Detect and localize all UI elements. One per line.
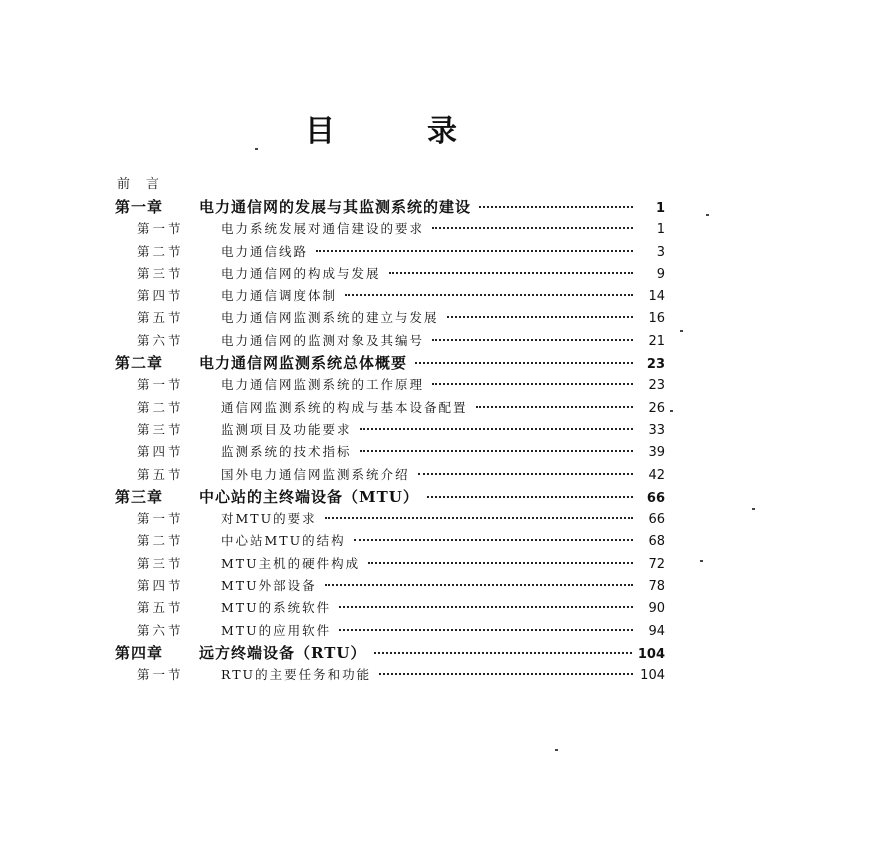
entry-page-number: 42 (648, 467, 665, 483)
entry-page-number: 66 (646, 490, 665, 506)
entry-number: 第三节 (137, 421, 184, 437)
scan-speck (706, 214, 709, 216)
dot-leader (447, 316, 633, 318)
toc-section-entry (115, 575, 665, 597)
entry-page-number: 14 (648, 289, 665, 305)
entry-number: 第六节 (137, 332, 184, 348)
dot-leader (325, 584, 633, 586)
toc-section-entry (115, 374, 665, 396)
entry-page-number: 1 (655, 201, 665, 216)
entry-page-number: 104 (637, 646, 665, 662)
entry-number: 第四节 (137, 288, 184, 304)
entry-title: 国外电力通信网监测系统介绍 (221, 466, 410, 482)
entry-number: 第三节 (137, 265, 184, 281)
toc-chapter-entry (115, 352, 665, 374)
entry-page-number: 39 (648, 445, 665, 461)
entry-page-number: 16 (648, 311, 665, 327)
entry-number: 第三章 (115, 487, 164, 506)
entry-title: 通信网监测系统的构成与基本设备配置 (221, 399, 468, 415)
dot-leader (339, 606, 633, 608)
entry-page-number: 23 (648, 378, 665, 394)
dot-leader (479, 206, 633, 208)
entry-title: 远方终端设备（RTU） (199, 643, 367, 662)
entry-page-number: 23 (646, 357, 665, 373)
toc-section-entry (115, 464, 665, 486)
toc-section-entry (115, 285, 665, 307)
entry-title: RTU的主要任务和功能 (221, 667, 372, 683)
scan-speck (752, 508, 755, 510)
entry-title: MTU的系统软件 (221, 600, 332, 616)
page-title (305, 112, 475, 152)
entry-page-number: 104 (640, 668, 665, 684)
dot-leader (325, 517, 633, 519)
toc-section-entry (115, 218, 665, 240)
scan-speck (555, 749, 558, 751)
dot-leader (432, 339, 633, 341)
toc-section-entry (115, 263, 665, 285)
entry-page-number: 9 (656, 266, 665, 282)
title-char-2: 录 (427, 114, 457, 149)
dot-leader (316, 250, 633, 252)
entry-title: 电力通信调度体制 (221, 288, 338, 304)
table-of-contents (115, 174, 665, 687)
entry-number: 第一节 (137, 377, 184, 393)
entry-title: 对MTU的要求 (221, 511, 317, 527)
dot-leader (345, 294, 633, 296)
entry-number: 第四节 (137, 444, 184, 460)
entry-page-number: 21 (648, 333, 665, 349)
entry-title: 电力通信网的监测对象及其编号 (221, 332, 425, 348)
entry-number: 第五节 (137, 600, 184, 616)
toc-section-entry (115, 664, 665, 686)
toc-chapter-entry (115, 642, 665, 664)
entry-title: 监测项目及功能要求 (221, 421, 352, 437)
toc-section-entry (115, 620, 665, 642)
dot-leader (427, 496, 633, 498)
toc-section-entry (115, 597, 665, 619)
dot-leader (379, 673, 633, 675)
dot-leader (368, 562, 633, 564)
title-char-1: 目 (305, 114, 335, 149)
dot-leader (360, 450, 633, 452)
dot-leader (476, 406, 633, 408)
toc-section-entry (115, 508, 665, 530)
scan-speck (680, 330, 683, 332)
entry-number: 第一节 (137, 511, 184, 527)
entry-number: 第二节 (137, 399, 184, 415)
dot-leader (374, 652, 631, 654)
toc-section-entry (115, 397, 665, 419)
toc-section-entry (115, 241, 665, 263)
entry-number: 第五节 (137, 310, 184, 326)
scan-speck (700, 560, 703, 562)
entry-number: 第二节 (137, 533, 184, 549)
dot-leader (389, 272, 633, 274)
dot-leader (360, 428, 633, 430)
toc-section-entry (115, 330, 665, 352)
entry-title: 中心站MTU的结构 (221, 533, 346, 549)
entry-title: MTU外部设备 (221, 578, 317, 594)
dot-leader (432, 383, 633, 385)
entry-page-number: 3 (656, 244, 665, 260)
entry-page-number: 78 (648, 579, 665, 595)
scan-speck (255, 148, 258, 150)
entry-page-number: 33 (648, 422, 665, 438)
entry-title: MTU的应用软件 (221, 622, 332, 638)
dot-leader (354, 539, 633, 541)
entry-number: 第五节 (137, 466, 184, 482)
toc-chapter-entry (115, 486, 665, 508)
scan-speck (670, 410, 673, 412)
entry-title: 电力通信网监测系统总体概要 (199, 354, 408, 373)
toc-section-entry (115, 419, 665, 441)
entry-number: 第二章 (115, 354, 164, 373)
entry-number: 第二节 (137, 243, 184, 259)
dot-leader (339, 629, 633, 631)
entry-title: 电力通信网监测系统的工作原理 (221, 377, 425, 393)
entry-number: 第一节 (137, 221, 184, 237)
dot-leader (418, 473, 633, 475)
entry-title: 监测系统的技术指标 (221, 444, 352, 460)
entry-number: 第一节 (137, 667, 184, 683)
entry-page-number: 68 (648, 534, 665, 550)
entry-number: 第四节 (137, 578, 184, 594)
entry-title: 电力系统发展对通信建设的要求 (221, 221, 425, 237)
entry-page-number: 94 (648, 623, 665, 639)
entry-page-number: 26 (648, 400, 665, 416)
toc-section-entry (115, 553, 665, 575)
entry-page-number: 90 (648, 601, 665, 617)
entry-title: 电力通信网的构成与发展 (221, 265, 381, 281)
entry-page-number: 1 (656, 222, 665, 238)
entry-title: 中心站的主终端设备（MTU） (199, 487, 419, 506)
toc-section-entry (115, 307, 665, 329)
entry-title: MTU主机的硬件构成 (221, 555, 361, 571)
entry-title: 电力通信线路 (221, 243, 309, 259)
toc-section-entry (115, 441, 665, 463)
preface-entry: 前言 (117, 177, 176, 192)
toc-list (115, 196, 665, 687)
dot-leader (415, 362, 633, 364)
entry-number: 第三节 (137, 555, 184, 571)
toc-section-entry (115, 530, 665, 552)
entry-number: 第一章 (115, 198, 164, 216)
entry-page-number: 72 (648, 556, 665, 572)
dot-leader (432, 227, 633, 229)
entry-title: 电力通信网监测系统的建立与发展 (221, 310, 439, 326)
entry-title: 电力通信网的发展与其监测系统的建设 (199, 198, 472, 216)
entry-page-number: 66 (648, 512, 665, 528)
entry-number: 第六节 (137, 622, 184, 638)
entry-number: 第四章 (115, 643, 164, 662)
toc-chapter-entry (115, 196, 665, 218)
